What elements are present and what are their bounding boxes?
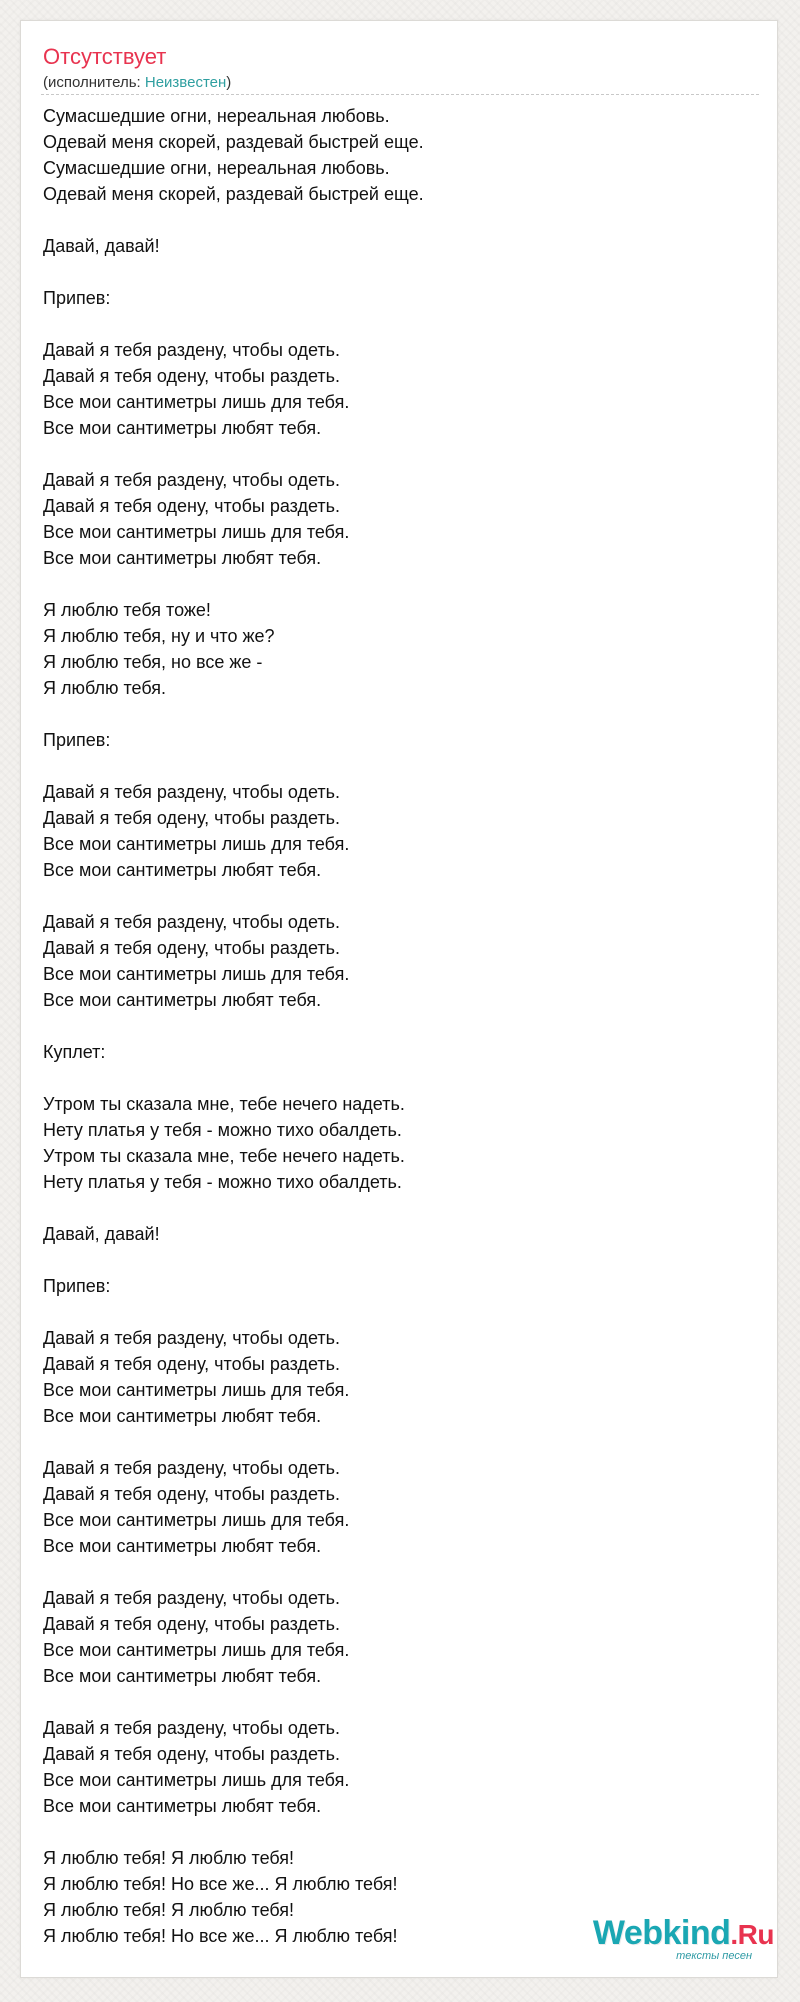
lyric-blank-line [43,311,743,337]
lyric-blank-line [43,207,743,233]
logo-wordmark [593,1916,774,1952]
artist-suffix: ) [226,74,232,91]
logo-tld: .Ru [730,1919,774,1950]
lyric-line: Все мои сантиметры любят тебя. [43,1796,322,1816]
lyric-blank-line [43,259,743,285]
lyric-blank-line [43,1819,743,1845]
lyric-line: Давай я тебя одену, чтобы раздеть. [43,366,341,386]
webkind-logo[interactable] [593,1916,774,1962]
logo-tagline: тексты песен [676,1950,752,1962]
lyric-blank-line [43,883,743,909]
lyric-line: Утром ты сказала мне, тебе нечего надеть. [43,1094,405,1114]
lyric-blank-line [43,753,743,779]
lyric-blank-line [43,701,743,727]
lyric-line: Давай, давай! [43,1224,160,1244]
lyric-blank-line [43,1065,743,1091]
lyric-line: Все мои сантиметры лишь для тебя. [43,1640,350,1660]
lyric-line: Давай я тебя раздену, чтобы одеть. [43,470,341,490]
lyric-line: Нету платья у тебя - можно тихо обалдеть. [43,1172,402,1192]
lyric-line: Давай я тебя одену, чтобы раздеть. [43,808,341,828]
lyric-line: Я люблю тебя, ну и что же? [43,626,275,646]
lyric-line: Все мои сантиметры лишь для тебя. [43,1380,350,1400]
lyric-line: Давай я тебя раздену, чтобы одеть. [43,782,341,802]
lyric-line: Давай я тебя раздену, чтобы одеть. [43,1328,341,1348]
lyrics-card [20,20,778,1978]
lyric-line: Я люблю тебя! Я люблю тебя! [43,1848,295,1868]
artist-line [43,74,231,92]
lyric-blank-line [43,1429,743,1455]
lyric-blank-line [43,1195,743,1221]
logo-word: Webkind [592,1914,731,1952]
lyric-line: Давай я тебя одену, чтобы раздеть. [43,938,341,958]
lyric-line: Давай я тебя раздену, чтобы одеть. [43,1588,341,1608]
lyric-blank-line [43,571,743,597]
lyric-line: Все мои сантиметры лишь для тебя. [43,1510,350,1530]
lyric-line: Сумасшедшие огни, нереальная любовь. [43,106,390,126]
lyric-line: Все мои сантиметры любят тебя. [43,1406,322,1426]
lyrics-text [43,103,743,1949]
lyric-line: Нету платья у тебя - можно тихо обалдеть. [43,1120,402,1140]
lyric-line: Одевай меня скорей, раздевай быстрей еще. [43,132,424,152]
lyric-blank-line [43,1689,743,1715]
lyric-line: Давай я тебя одену, чтобы раздеть. [43,496,341,516]
lyric-blank-line [43,441,743,467]
song-title: Отсутствует [43,44,167,69]
lyric-line: Я люблю тебя тоже! [43,600,211,620]
lyric-line: Все мои сантиметры любят тебя. [43,990,322,1010]
lyric-line: Все мои сантиметры лишь для тебя. [43,392,350,412]
lyric-line: Давай я тебя раздену, чтобы одеть. [43,912,341,932]
lyric-line: Давай я тебя одену, чтобы раздеть. [43,1354,341,1374]
artist-prefix: (исполнитель: [43,74,145,91]
lyric-line: Давай я тебя раздену, чтобы одеть. [43,340,341,360]
lyric-line: Все мои сантиметры любят тебя. [43,548,322,568]
lyric-line: Я люблю тебя! Но все же... Я люблю тебя! [43,1874,398,1894]
lyric-line: Давай я тебя одену, чтобы раздеть. [43,1614,341,1634]
lyric-line: Припев: [43,1276,111,1296]
lyric-line: Я люблю тебя, но все же - [43,652,263,672]
lyric-line: Все мои сантиметры любят тебя. [43,1666,322,1686]
lyric-blank-line [43,1247,743,1273]
lyric-line: Все мои сантиметры любят тебя. [43,860,322,880]
lyric-line: Припев: [43,288,111,308]
lyric-line: Куплет: [43,1042,106,1062]
lyric-line: Все мои сантиметры любят тебя. [43,1536,322,1556]
lyric-blank-line [43,1559,743,1585]
title-divider [41,94,759,95]
lyric-line: Я люблю тебя! Но все же... Я люблю тебя! [43,1926,398,1946]
lyric-line: Все мои сантиметры лишь для тебя. [43,522,350,542]
lyric-line: Все мои сантиметры любят тебя. [43,418,322,438]
lyric-line: Одевай меня скорей, раздевай быстрей еще. [43,184,424,204]
lyric-line: Все мои сантиметры лишь для тебя. [43,1770,350,1790]
lyric-line: Давай я тебя раздену, чтобы одеть. [43,1458,341,1478]
lyric-line: Я люблю тебя! Я люблю тебя! [43,1900,295,1920]
lyric-blank-line [43,1299,743,1325]
lyric-line: Сумасшедшие огни, нереальная любовь. [43,158,390,178]
lyric-line: Давай я тебя раздену, чтобы одеть. [43,1718,341,1738]
lyric-line: Все мои сантиметры лишь для тебя. [43,834,350,854]
lyric-line: Утром ты сказала мне, тебе нечего надеть. [43,1146,405,1166]
lyric-line: Все мои сантиметры лишь для тебя. [43,964,350,984]
lyric-blank-line [43,1013,743,1039]
lyric-line: Давай, давай! [43,236,160,256]
lyric-line: Я люблю тебя. [43,678,167,698]
lyric-line: Припев: [43,730,111,750]
lyric-line: Давай я тебя одену, чтобы раздеть. [43,1744,341,1764]
artist-link[interactable]: Неизвестен [144,74,227,91]
lyric-line: Давай я тебя одену, чтобы раздеть. [43,1484,341,1504]
